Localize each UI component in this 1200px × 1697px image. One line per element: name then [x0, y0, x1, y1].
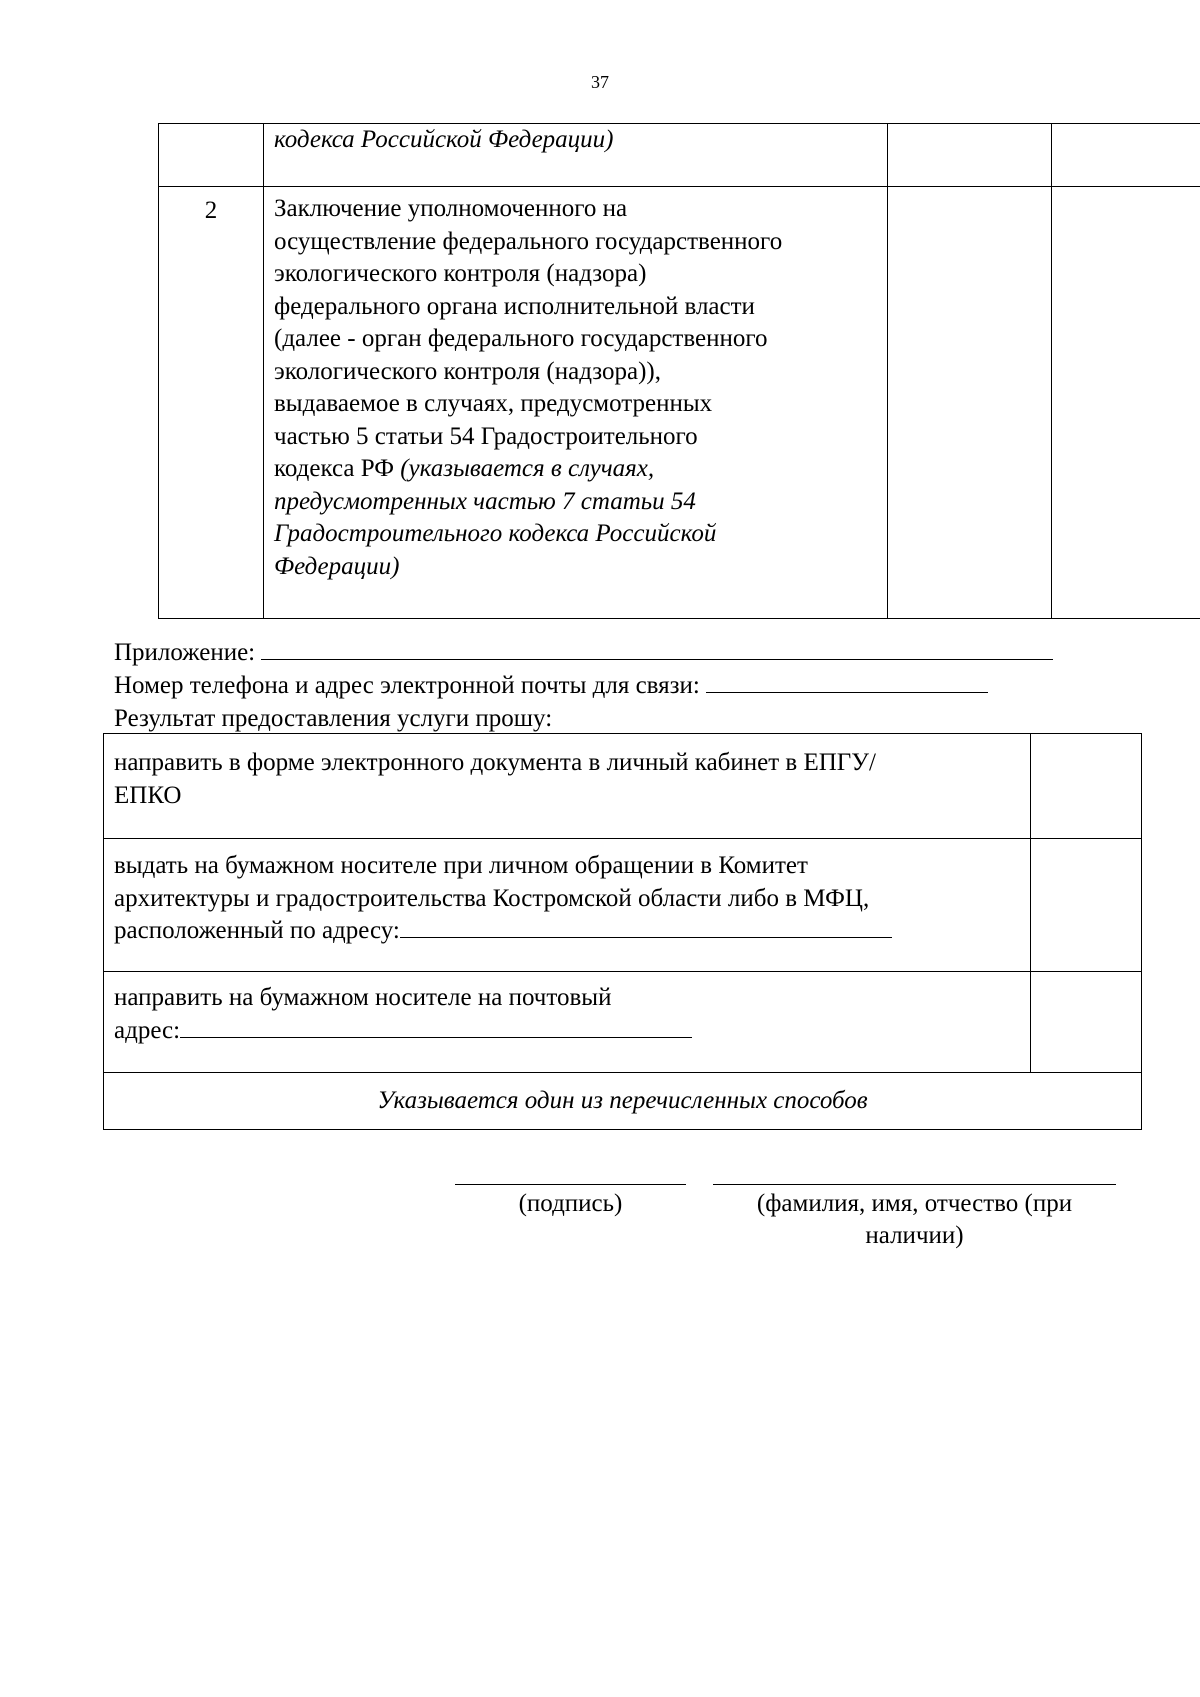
attachment-label: Приложение: [114, 639, 256, 666]
delivery-option-checkbox[interactable] [1031, 972, 1142, 1073]
empty-cell [1052, 124, 1200, 187]
text-line: экологического контроля (надзора)), [274, 357, 661, 385]
contact-field[interactable] [706, 670, 988, 693]
text-line [274, 453, 877, 486]
delivery-option-text [104, 839, 1031, 972]
empty-cell [888, 124, 1052, 187]
empty-cell [1052, 187, 1200, 619]
delivery-note-row [104, 1073, 1142, 1130]
address-label: расположенный по адресу: [114, 917, 400, 944]
attachment-line [114, 637, 1053, 669]
delivery-option-row [104, 972, 1142, 1073]
table-row [159, 124, 1200, 187]
delivery-option-row [104, 839, 1142, 972]
text-line: наличии) [865, 1222, 964, 1249]
full-name-line[interactable] [713, 1184, 1116, 1185]
text-line: осуществление федерального государственного [274, 227, 783, 255]
signature-line[interactable] [455, 1184, 686, 1185]
text-line: Заключение уполномоченного на [274, 195, 628, 222]
text-line [114, 915, 1020, 948]
text-italic: (указывается в случаях, [400, 455, 655, 482]
documents-table [158, 123, 1200, 619]
page-number: 37 [591, 72, 609, 92]
text-line: (фамилия, имя, отчество (при [756, 1190, 1073, 1217]
postal-address-label: адрес: [114, 1016, 181, 1044]
text-line: архитектуры и градостроительства Костромской области либо в МФЦ, [114, 884, 870, 912]
delivery-option-checkbox[interactable] [1031, 839, 1142, 972]
text-line: экологического контроля (надзора) [274, 260, 647, 287]
document-description [264, 187, 888, 619]
text-line: Федерации) [274, 552, 400, 580]
text-line: выдаваемое в случаях, предусмотренных [274, 390, 713, 417]
table-row [159, 187, 1200, 619]
delivery-option-text [104, 734, 1031, 839]
document-description: кодекса Российской Федерации) [264, 124, 888, 187]
row-number: 2 [159, 187, 264, 619]
attachment-field[interactable] [261, 637, 1053, 660]
full-name-caption [713, 1188, 1116, 1252]
empty-cell [888, 187, 1052, 619]
text-line: (далее - орган федерального государственного [274, 325, 768, 352]
text-line: предусмотренных частью 7 статьи 54 [274, 487, 696, 515]
row-number [159, 124, 264, 187]
text-line: направить на бумажном носителе на почтовый [114, 984, 612, 1011]
delivery-option-row [104, 734, 1142, 839]
delivery-option-checkbox[interactable] [1031, 734, 1142, 839]
delivery-option-text [104, 972, 1031, 1073]
text-line: федерального органа исполнительной власти [274, 292, 755, 320]
signature-caption: (подпись) [518, 1190, 623, 1217]
postal-address-field[interactable] [180, 1015, 692, 1038]
text-line: ЕПКО [114, 781, 182, 809]
text-line: частью 5 статьи 54 Градостроительного [274, 422, 698, 450]
delivery-note: Указывается один из перечисленных способов [104, 1073, 1142, 1130]
result-label: Результат предоставления услуги прошу: [114, 705, 553, 732]
address-field[interactable] [400, 915, 892, 938]
contact-label: Номер телефона и адрес электронной почты для связи: [114, 672, 700, 699]
delivery-options-table [103, 733, 1142, 1130]
text-line [114, 1015, 1020, 1048]
contact-line [114, 670, 988, 702]
text-line: Градостроительного кодекса Российской [274, 520, 717, 547]
text-plain: кодекса РФ [274, 455, 401, 482]
text-line: выдать на бумажном носителе при личном обращении в Комитет [114, 852, 808, 879]
text-line: направить в форме электронного документа в личный кабинет в ЕПГУ/ [114, 749, 876, 776]
